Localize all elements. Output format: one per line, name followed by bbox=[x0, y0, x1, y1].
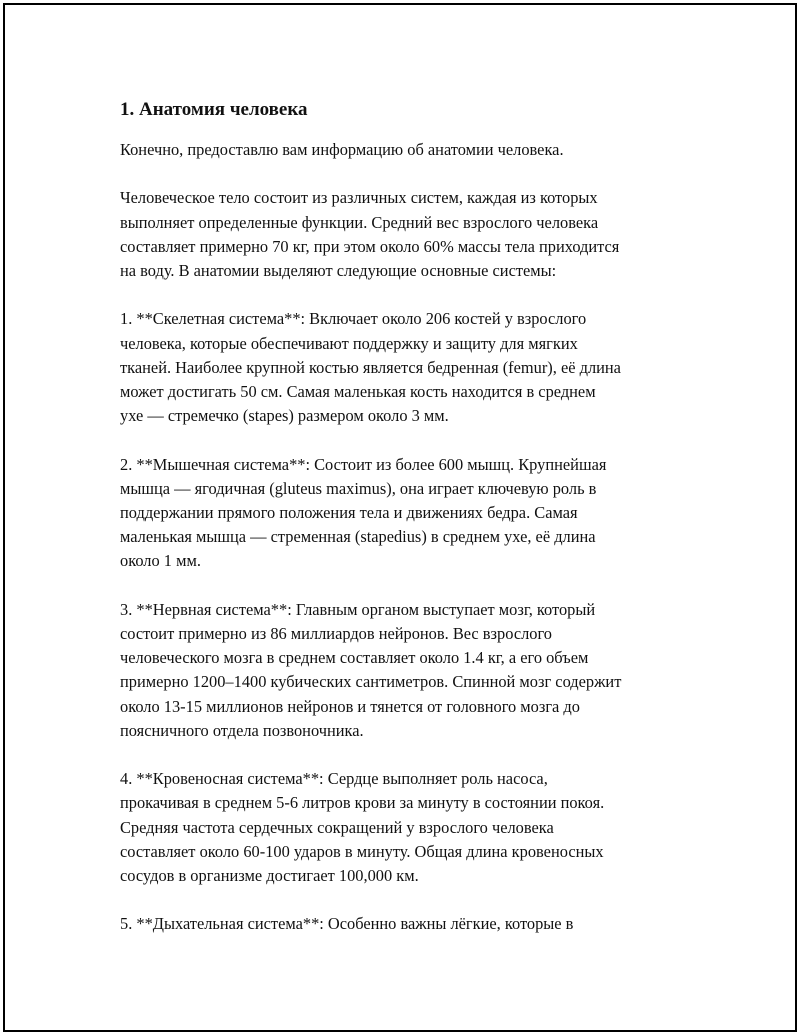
text-line: может достигать 50 см. Самая маленькая кость находится в среднем bbox=[120, 382, 596, 401]
text-line: человека, которые обеспечивают поддержку и защиту для мягких bbox=[120, 333, 578, 353]
text-line: мышца — ягодичная (gluteus maximus), она играет ключевую роль в bbox=[120, 478, 597, 498]
text-line: примерно 1200–1400 кубических сантиметров. Спинной мозг содержит bbox=[120, 672, 622, 692]
text-line: тканей. Наиболее крупной костью является бедренная (femur), её длина bbox=[120, 357, 621, 377]
paragraph-overview bbox=[120, 186, 700, 283]
paragraph-circulatory-system bbox=[120, 767, 700, 888]
text-line: составляет около 60-100 ударов в минуту. Общая длина кровеносных bbox=[120, 841, 604, 861]
text-line: прокачивая в среднем 5-6 литров крови за минуту в состоянии покоя. bbox=[120, 793, 605, 813]
text-line: 3. **Нервная система**: Главным органом выступает мозг, который bbox=[120, 599, 596, 619]
text-line: маленькая мышца — стременная (stapedius) в среднем ухе, её длина bbox=[120, 527, 596, 547]
text-line: сосудов в организме достигает 100,000 км. bbox=[120, 866, 419, 886]
text-line: составляет примерно 70 кг, при этом около 60% массы тела приходится bbox=[120, 236, 620, 256]
text-line: поясничного отдела позвоночника. bbox=[120, 720, 364, 740]
text-line: Средняя частота сердечных сокращений у взрослого человека bbox=[120, 817, 554, 837]
text-line: Конечно, предоставлю вам информацию об анатомии человека. bbox=[120, 140, 564, 159]
text-line: Человеческое тело состоит из различных систем, каждая из которых bbox=[120, 188, 598, 208]
document-content bbox=[120, 97, 700, 961]
document-heading: 1. Анатомия человека bbox=[120, 99, 308, 120]
text-line: около 1 мм. bbox=[120, 551, 201, 571]
text-line: выполняет определенные функции. Средний вес взрослого человека bbox=[120, 212, 599, 232]
text-line: 4. **Кровеносная система**: Сердце выполняет роль насоса, bbox=[120, 769, 548, 789]
text-line: около 13-15 миллионов нейронов и тянется от головного мозга до bbox=[120, 696, 580, 716]
text-line: 1. **Скелетная система**: Включает около 206 костей у взрослого bbox=[120, 309, 587, 329]
text-line: поддержании прямого положения тела и движениях бедра. Самая bbox=[120, 503, 578, 522]
document-page bbox=[3, 3, 797, 1032]
text-line: 2. **Мышечная система**: Состоит из более 600 мышц. Крупнейшая bbox=[120, 454, 607, 474]
paragraph-nervous-system bbox=[120, 598, 700, 743]
paragraph-skeletal-system bbox=[120, 307, 700, 428]
text-line: на воду. В анатомии выделяют следующие основные системы: bbox=[120, 261, 557, 280]
paragraph-respiratory-system bbox=[120, 912, 700, 936]
paragraph-muscular-system bbox=[120, 453, 700, 574]
text-line: состоит примерно из 86 миллиардов нейронов. Вес взрослого bbox=[120, 624, 552, 643]
text-line: человеческого мозга в среднем составляет около 1.4 кг, а его объем bbox=[120, 648, 589, 668]
paragraph-intro bbox=[120, 138, 700, 162]
text-line: ухе — стремечко (stapes) размером около 3 мм. bbox=[120, 406, 449, 426]
text-line: 5. **Дыхательная система**: Особенно важны лёгкие, которые в bbox=[120, 914, 574, 934]
